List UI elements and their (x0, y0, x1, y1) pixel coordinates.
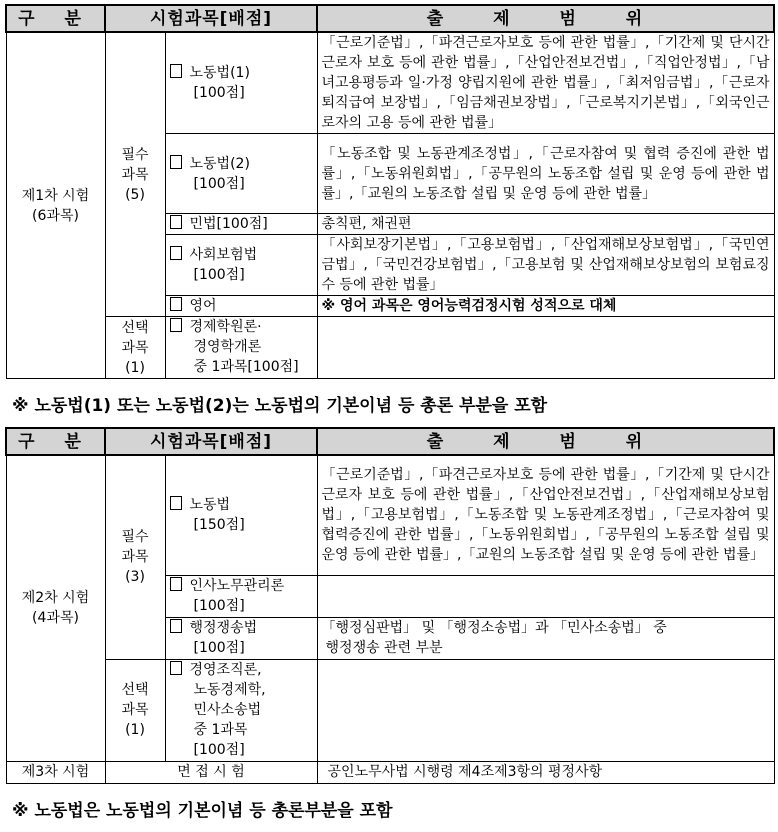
first-exam-table (5, 4, 775, 379)
exam-name-cell (6, 32, 105, 379)
header-scope: 출 제 범 위 (317, 5, 774, 32)
required-count: (5) (125, 186, 145, 203)
table-row (6, 659, 774, 761)
header-category: 구 분 (6, 5, 105, 32)
elective-label: 선택 (121, 682, 149, 698)
subject-name: 노동법 (189, 497, 231, 514)
subject-points: [100점] (193, 267, 245, 283)
table-header-row (6, 428, 774, 455)
subject-cell (165, 659, 317, 761)
required-count: (3) (125, 569, 145, 586)
subject-points: [100점] (193, 640, 245, 656)
scope-cell: ※ 영어 과목은 영어능력검정시험 성적으로 대체 (317, 296, 774, 317)
subject-cell (165, 317, 317, 379)
exam-name: 제2차 시험 (21, 590, 90, 607)
third-exam-scope: 공인노무사법 시행령 제4조제3항의 평정사항 (317, 761, 774, 783)
scope-cell: 「근로기준법」,「파견근로자보호 등에 관한 법률」,「기간제 및 단시간근로자 보호 등에 관한 법률」,「산업안전보건법」,「직업안정법」,「남녀고용평등과 일·가정 양립지원에 관한 법률」,「최저임금법」,「근로자퇴직급여 보장법」,「임금채권보장법」,「근로복지기본법」,「외국인근로자의 고용 등에 관한 법률」 (317, 32, 774, 134)
checkbox-icon (170, 620, 190, 636)
subject-name: 사회보험법 (189, 247, 258, 263)
checkbox-icon (170, 497, 190, 513)
subject-cell (165, 32, 317, 134)
subject-name: 민법[100점] (189, 216, 268, 232)
elective-label: 과목 (121, 702, 149, 718)
subject-name: 행정쟁송법 (189, 620, 258, 636)
subject-points: [100점] (193, 175, 245, 192)
table-row (6, 317, 774, 379)
subject-points: 중 1과목[100점] (193, 359, 299, 375)
subject-name: 영어 (189, 298, 217, 314)
subject-points: [100점] (193, 741, 245, 758)
subject-cell (165, 455, 317, 575)
subject-name: 노동법(2) (189, 155, 250, 172)
exam-name-cell (6, 455, 105, 761)
subject-name: 경영조직론, (189, 661, 262, 678)
checkbox-icon (170, 65, 190, 81)
subject-name: 중 1과목 (193, 721, 248, 738)
subject-cell (165, 235, 317, 296)
exam-name: 제1차 시험 (21, 187, 90, 204)
required-label-cell (105, 32, 165, 317)
subject-points: [100점] (193, 85, 245, 101)
elective-label: 과목 (121, 339, 149, 356)
checkbox-icon (170, 578, 190, 594)
note-first-exam: ※ 노동법(1) 또는 노동법(2)는 노동법의 기본이념 등 총론 부분을 포함 (12, 396, 548, 416)
scope-text: 행정쟁송 관련 부분 (325, 640, 443, 656)
checkbox-icon (170, 156, 190, 172)
table-row (6, 761, 774, 783)
scope-cell (317, 659, 774, 761)
scope-text: 「행정심판법」 및 「행정소송법」과 「민사소송법」 중 (321, 620, 667, 636)
header-subjects: 시험과목[배점] (105, 428, 317, 455)
elective-count: (1) (125, 359, 145, 376)
subject-points: [100점] (193, 598, 245, 614)
checkbox-icon (170, 216, 190, 232)
checkbox-icon (170, 298, 190, 314)
checkbox-icon (170, 247, 190, 263)
subject-name: 민사소송법 (193, 701, 262, 718)
elective-label-cell (105, 317, 165, 379)
required-label: 필수 (121, 146, 149, 163)
scope-cell: 「사회보장기본법」,「고용보험법」,「산업재해보상보험법」,「국민연금법」,「국민건강보험법」,「고용보험 및 산업재해보상보험의 보험료징수 등에 관한 법률」 (317, 235, 774, 296)
elective-count: (1) (125, 722, 145, 738)
scope-cell: 「근로기준법」,「파견근로자보호 등에 관한 법률」,「기간제 및 단시간근로자 보호 등에 관한 법률」,「산업안전보건법」,「산업재해보상보험법」,「고용보험법」,「노동조합 및 노동관계조정법」,「근로자참여 및 협력증진에 관한 법률」,「노동위원회법」,「공무원의 노동조합 설립 및 운영 등에 관한 법률」,「교원의 노동조합 설립 및 운영 등에 관한 법률」 (317, 455, 774, 575)
subject-cell (165, 214, 317, 235)
scope-cell: 「노동조합 및 노동관계조정법」,「근로자참여 및 협력 증진에 관한 법률」,「노동위원회법」,「공무원의 노동조합 설립 및 운영 등에 관한 법률」,「교원의 노동조합 설립 및 운영 등에 관한 법률」 (317, 134, 774, 214)
third-exam-name: 제3차 시험 (6, 761, 105, 783)
required-label: 필수 (121, 529, 149, 546)
required-label: 과목 (121, 549, 149, 566)
exam-count: (4과목) (32, 610, 79, 627)
exam-count: (6과목) (32, 207, 79, 224)
scope-cell (317, 617, 774, 659)
scope-cell (317, 575, 774, 617)
scope-cell: 총칙편, 채권편 (317, 214, 774, 235)
subject-name: 인사노무관리론 (189, 578, 285, 594)
header-category: 구 분 (6, 428, 105, 455)
required-label: 과목 (121, 166, 149, 183)
subject-name: 경제학원론· (189, 319, 262, 335)
checkbox-icon (170, 662, 190, 678)
header-scope: 출 제 범 위 (317, 428, 774, 455)
header-subjects: 시험과목[배점] (105, 5, 317, 32)
elective-label: 선택 (121, 319, 149, 336)
table-row (6, 455, 774, 575)
table-row (6, 32, 774, 134)
subject-cell (165, 617, 317, 659)
subject-cell (165, 575, 317, 617)
elective-label-cell (105, 659, 165, 761)
scope-cell (317, 317, 774, 379)
third-exam-subject: 면 접 시 험 (105, 761, 317, 783)
subject-name: 노동경제학, (193, 681, 266, 698)
subject-points: [150점] (193, 517, 245, 534)
required-label-cell (105, 455, 165, 659)
subject-cell (165, 296, 317, 317)
subject-name: 노동법(1) (189, 65, 250, 81)
subject-cell (165, 134, 317, 214)
subject-name: 경영학개론 (193, 339, 262, 355)
checkbox-icon (170, 319, 190, 335)
table-header-row (6, 5, 774, 32)
second-exam-table (5, 427, 775, 784)
note-second-exam: ※ 노동법은 노동법의 기본이념 등 총론부분을 포함 (12, 801, 393, 821)
